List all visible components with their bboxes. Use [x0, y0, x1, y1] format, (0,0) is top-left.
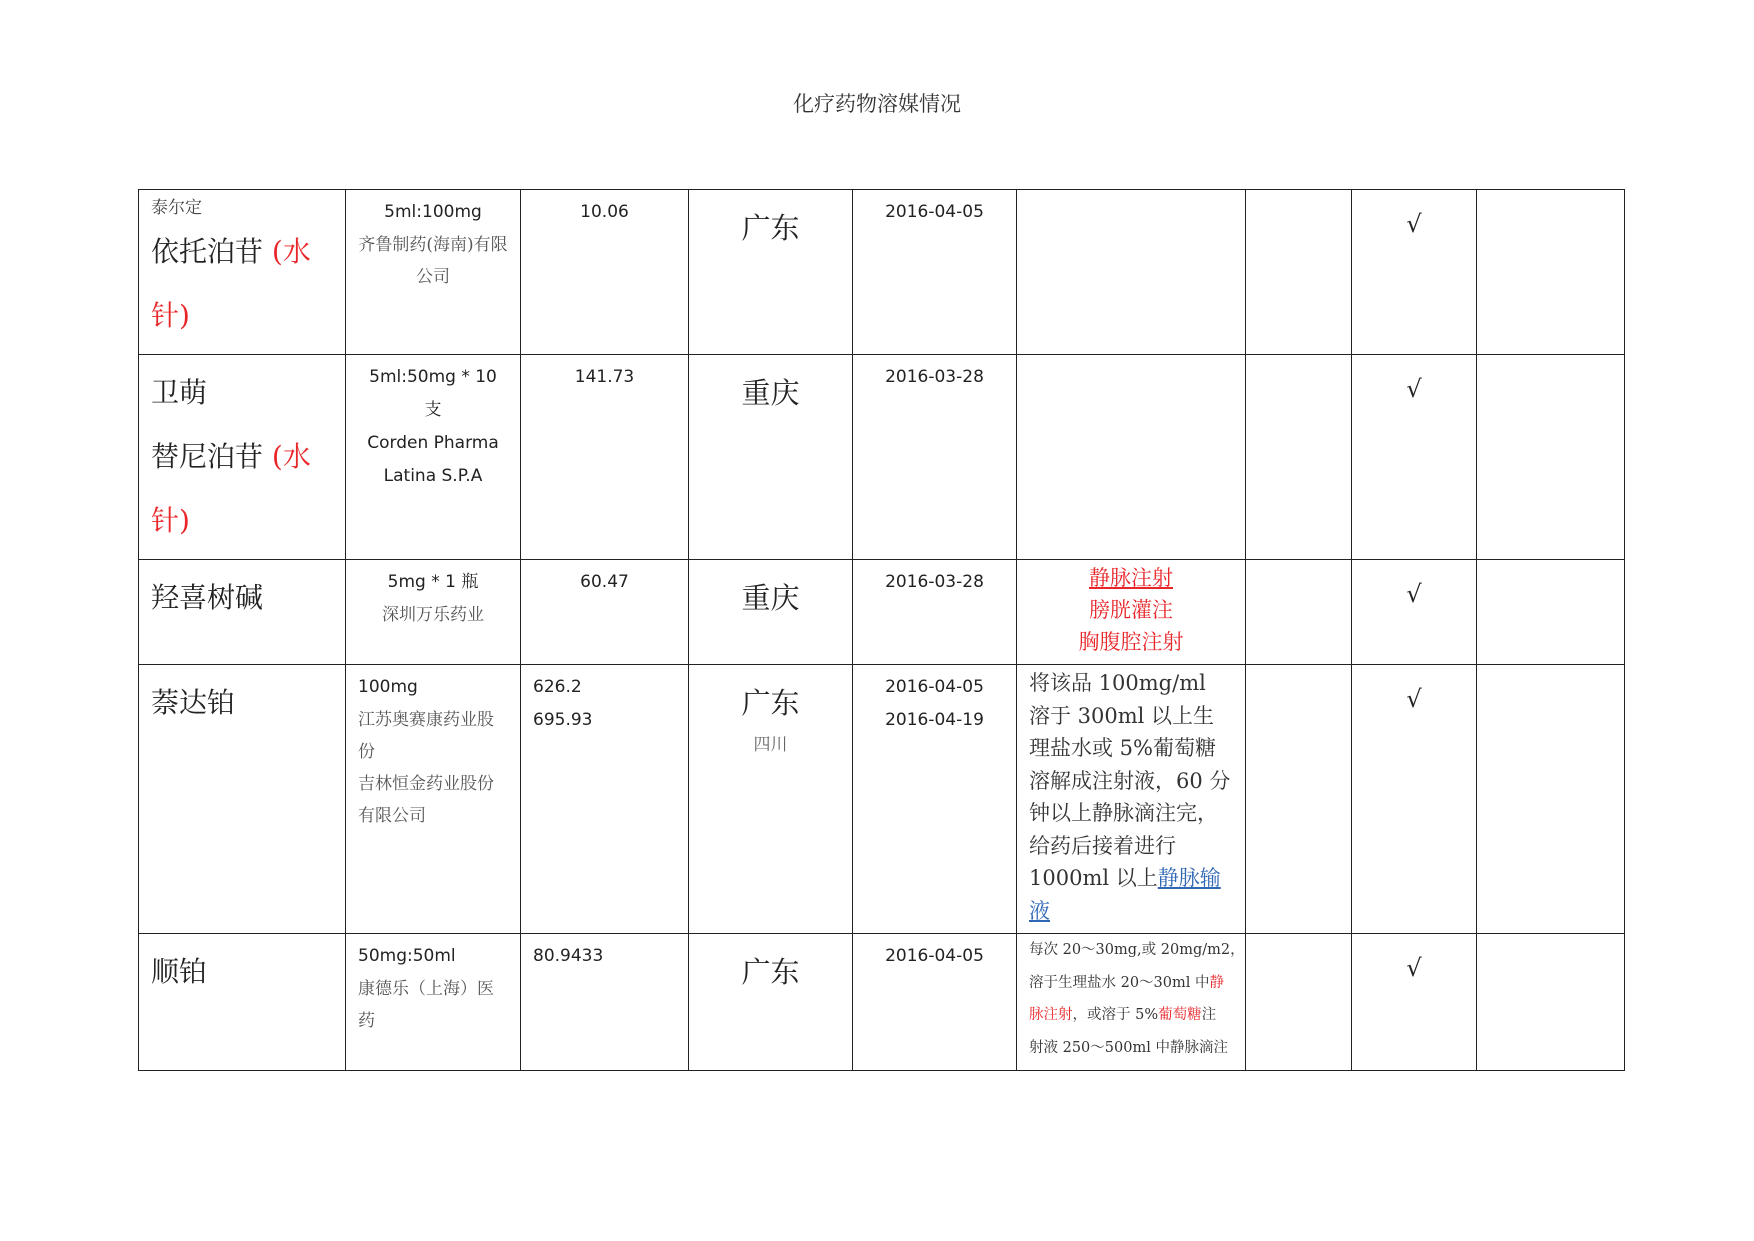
manufacturer: 吉林恒金药业股份有限公司 — [358, 774, 494, 826]
brand-name: 卫萌 — [151, 376, 208, 409]
usage-note-line: 注 — [1201, 1007, 1217, 1023]
drug-name: 替尼泊苷 — [151, 440, 264, 473]
check-mark: √ — [1406, 375, 1422, 403]
note-cell — [1017, 355, 1246, 560]
drug-name: 顺铂 — [151, 955, 208, 988]
usage-note-line: ，或溶于 5% — [1072, 1007, 1159, 1023]
spec: 5ml:50mg * 10 支 — [369, 367, 497, 420]
price-cell — [521, 190, 689, 355]
note-cell — [1017, 190, 1246, 355]
drug-table — [138, 189, 1625, 1071]
region-secondary: 四川 — [753, 735, 788, 755]
empty-cell — [1246, 560, 1352, 665]
drug-form: (水针) — [151, 440, 311, 537]
table-row — [139, 190, 1625, 355]
note-cell — [1017, 560, 1246, 665]
price: 695.93 — [533, 710, 593, 730]
manufacturer: 江苏奥赛康药业股份 — [358, 710, 494, 762]
spec-cell — [346, 934, 521, 1071]
drug-name-cell — [139, 665, 346, 934]
empty-cell — [1477, 934, 1625, 1071]
price: 626.2 — [533, 677, 582, 697]
spec-cell — [346, 560, 521, 665]
date: 2016-04-19 — [885, 710, 984, 730]
region-cell — [689, 934, 853, 1071]
check-cell — [1352, 560, 1477, 665]
manufacturer: 齐鲁制药(海南)有限公司 — [358, 235, 508, 287]
check-mark: √ — [1406, 580, 1422, 608]
manufacturer: 康德乐（上海）医药 — [358, 979, 494, 1031]
region-cell — [689, 560, 853, 665]
spec-cell — [346, 665, 521, 934]
price: 80.9433 — [533, 946, 604, 966]
region: 广东 — [741, 686, 800, 720]
table-row — [139, 934, 1625, 1071]
empty-cell — [1477, 560, 1625, 665]
drug-form: (水针) — [151, 235, 311, 332]
usage-note-line: 射液 250～500ml 中静脉滴注 — [1029, 1039, 1228, 1056]
route-item: 静脉注射 — [1089, 566, 1173, 590]
drug-name: 羟喜树碱 — [151, 581, 264, 614]
region: 重庆 — [741, 581, 800, 615]
region: 重庆 — [741, 376, 800, 410]
empty-cell — [1477, 355, 1625, 560]
drug-name-cell — [139, 355, 346, 560]
price: 10.06 — [580, 202, 629, 222]
usage-note-highlight: 葡萄糖 — [1158, 1007, 1202, 1023]
empty-cell — [1477, 665, 1625, 934]
price-cell — [521, 934, 689, 1071]
route-item: 胸腹腔注射 — [1078, 630, 1184, 654]
empty-cell — [1246, 355, 1352, 560]
usage-note-line: 溶于生理盐水 20～30ml 中 — [1029, 974, 1210, 991]
drug-name-cell — [139, 190, 346, 355]
usage-note-highlight: 脉注射 — [1029, 1007, 1073, 1023]
date-cell — [853, 665, 1017, 934]
region-cell — [689, 190, 853, 355]
empty-cell — [1246, 665, 1352, 934]
note-cell — [1017, 665, 1246, 934]
drug-name: 依托泊苷 — [151, 235, 264, 268]
empty-cell — [1246, 934, 1352, 1071]
drug-name-cell — [139, 560, 346, 665]
check-cell — [1352, 190, 1477, 355]
brand-name: 泰尔定 — [151, 198, 202, 218]
date: 2016-03-28 — [885, 572, 984, 592]
price-cell — [521, 560, 689, 665]
check-cell — [1352, 665, 1477, 934]
check-mark: √ — [1406, 210, 1422, 238]
spec-cell — [346, 190, 521, 355]
spec: 5mg * 1 瓶 — [387, 572, 479, 592]
date: 2016-04-05 — [885, 946, 984, 966]
check-cell — [1352, 934, 1477, 1071]
iv-infusion-link[interactable]: 静脉输液 — [1029, 866, 1221, 923]
empty-cell — [1246, 190, 1352, 355]
manufacturer: Corden Pharma Latina S.P.A — [367, 433, 499, 486]
price: 60.47 — [580, 572, 629, 592]
date: 2016-04-05 — [885, 202, 984, 222]
route-item: 膀胱灌注 — [1089, 598, 1173, 622]
region-cell — [689, 355, 853, 560]
spec: 50mg:50ml — [358, 946, 456, 966]
table-row — [139, 560, 1625, 665]
spec-cell — [346, 355, 521, 560]
region: 广东 — [741, 955, 800, 989]
drug-name: 萘达铂 — [151, 686, 236, 719]
region: 广东 — [741, 211, 800, 245]
table-row — [139, 665, 1625, 934]
usage-note-line: 每次 20～30mg,或 20mg/m2， — [1029, 942, 1245, 958]
check-cell — [1352, 355, 1477, 560]
usage-note-highlight: 静 — [1209, 974, 1225, 991]
check-mark: √ — [1406, 954, 1422, 982]
spec: 5ml:100mg — [384, 202, 482, 222]
date-cell — [853, 934, 1017, 1071]
date: 2016-03-28 — [885, 367, 984, 387]
table-row — [139, 355, 1625, 560]
empty-cell — [1477, 190, 1625, 355]
date: 2016-04-05 — [885, 677, 984, 697]
price-cell — [521, 665, 689, 934]
price-cell — [521, 355, 689, 560]
date-cell — [853, 560, 1017, 665]
date-cell — [853, 190, 1017, 355]
region-cell — [689, 665, 853, 934]
date-cell — [853, 355, 1017, 560]
manufacturer: 深圳万乐药业 — [382, 605, 484, 625]
drug-name-cell — [139, 934, 346, 1071]
price: 141.73 — [574, 367, 635, 387]
note-cell — [1017, 934, 1246, 1071]
spec: 100mg — [358, 677, 418, 697]
page-title: 化疗药物溶媒情况 — [793, 92, 961, 116]
check-mark: √ — [1406, 685, 1422, 713]
usage-note: 将该品 100mg/ml 溶于 300ml 以上生理盐水或 5%葡萄糖溶解成注射液，60 分钟以上静脉滴注完，给药后接着进行 1000ml 以上 — [1029, 671, 1231, 890]
